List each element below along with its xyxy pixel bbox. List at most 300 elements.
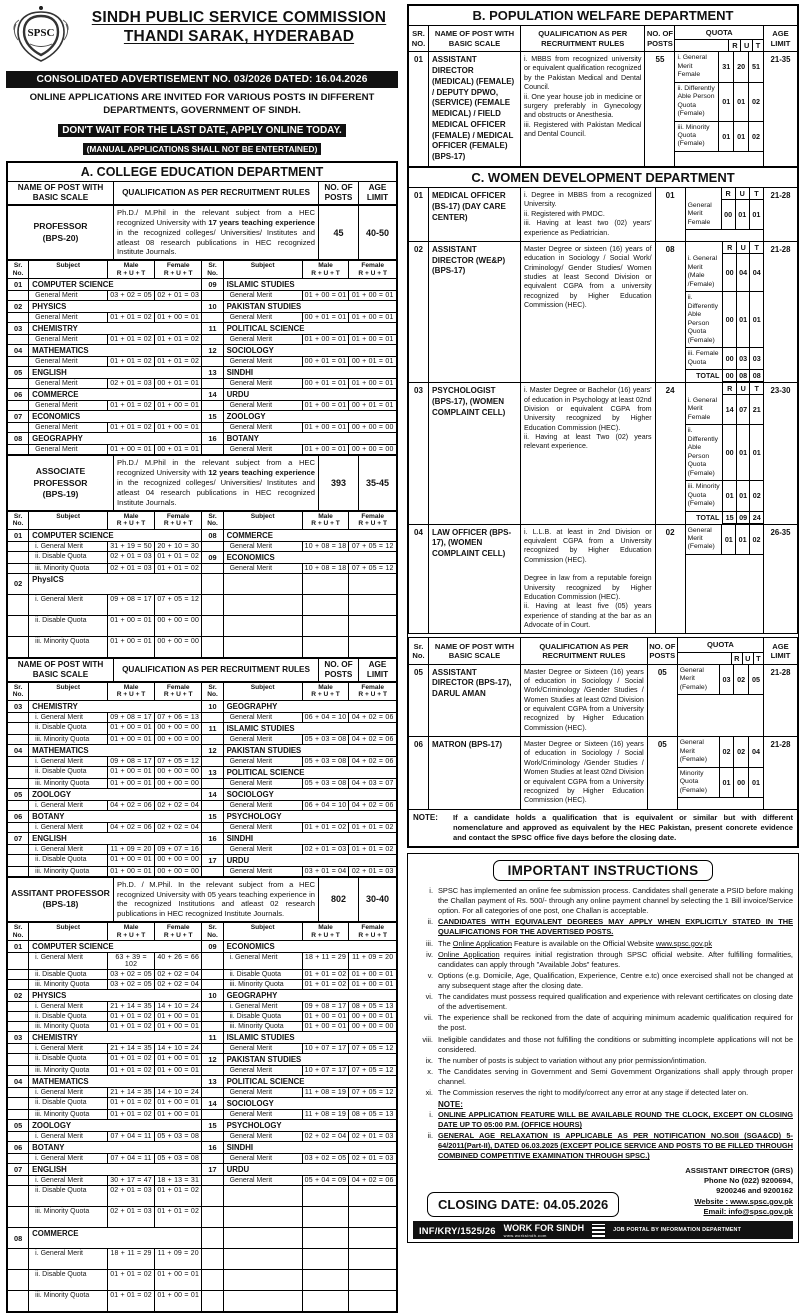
spacer-cell [8,1291,29,1312]
subject-name: CHEMISTRY [29,700,202,712]
spacer-cell [8,1110,29,1120]
th-age-limit: AGE LIMIT [764,26,798,52]
table-row [8,844,397,854]
instruction-text: The Candidates serving in Government and Semi Government Organizations shall apply through proper channel. [438,1067,793,1087]
th-post: NAME OF POST WITH BASIC SCALE [429,26,521,52]
post-age-limit: 35-45 [359,456,397,510]
female-count: 01 + 01 = 02 [349,822,397,832]
male-count: 04 + 02 = 06 [108,822,155,832]
instruction-note-text: GENERAL AGE RELAXATION IS APPLICABLE AS PER NOTIFICATION NO.SOII (SGA&CD) 5-64/2011(Part-II), DATED 06.03.2025 (EXCEPT POLICE SERVICE AND POSTS TO BE FILLED THROUGH COMBINED COMPETITIVE EXAMINATION THROUGH SPSC.) [438,1131,793,1161]
subject-subheader-row [8,511,397,529]
quota-label: i. General Merit Female [675,52,718,82]
instruction-number: iii. [426,938,433,948]
subject-sr-no: 08 [202,529,223,541]
row-sr-no: 02 [409,241,429,382]
subject-sr-no: 10 [202,700,223,712]
subject-subheader-row [8,261,397,279]
subject-sr-no: 13 [202,367,223,379]
empty-cell [349,1207,397,1228]
spacer-cell [8,712,29,722]
male-count: 09 + 08 = 17 [108,594,155,615]
empty-cell [302,615,349,636]
th-r: R [729,40,741,52]
subject-sr-no: 04 [8,1076,29,1088]
quota-label: General Merit Female [686,200,722,230]
instruction-number: ii. [427,917,433,927]
quota-u: 01 [736,481,749,511]
male-count: 07 + 04 = 11 [108,1154,155,1164]
female-count: 04 + 02 = 06 [349,712,397,722]
quota-t: 24 [750,511,763,523]
subject-name: COMPUTER SCIENCE [29,529,202,541]
subject-sr-no: 04 [8,744,29,756]
quota-label: i. General Merit [29,712,108,722]
quota-rut-header [686,188,763,200]
empty-cell [302,1228,349,1249]
quota-u: 09 [736,511,749,523]
qr-code-icon [592,1224,605,1237]
male-count: 11 + 08 = 19 [302,1110,349,1120]
quota-t: 02 [748,121,763,151]
female-count: 04 + 03 = 07 [349,778,397,788]
footer-inf-code: INF/KRY/1525/26 [419,1224,496,1236]
quota-label: iii. Minority Quota [29,1207,108,1228]
male-count: 30 + 17 = 47 [108,1176,155,1186]
quota-label: iii. Minority Quota [29,1110,108,1120]
male-count: 04 + 02 = 06 [108,800,155,810]
female-count: 02 + 02 = 04 [154,822,202,832]
table-row [8,433,397,445]
instruction-number: vii. [423,1013,433,1023]
quota-r: 00 [723,292,736,348]
spacer-cell [202,1110,223,1120]
quota-label: i. General Merit [29,756,108,766]
quota-label: i. General Merit [29,1132,108,1142]
spacer-cell [8,313,29,323]
subject-sr-no: 06 [8,810,29,822]
spacer-cell [202,1132,223,1142]
instruction-item [413,1088,793,1098]
empty-cell [202,1186,223,1207]
closing-contact-bar [413,1166,793,1217]
section-b-title: B. POPULATION WELFARE DEPARTMENT [408,5,798,25]
th-subject: Subject [29,923,108,941]
female-count: 01 + 00 = 01 [154,401,202,411]
subject-sr-no: 14 [202,788,223,800]
table-row [8,1176,397,1186]
table-row [8,1044,397,1054]
table-row [8,854,397,866]
quota-label: iii. Minority Quota [29,866,108,876]
spacer-cell [202,445,223,455]
th-age-limit: AGE LIMIT [359,658,397,681]
quota-label: ii. Disable Quota [29,766,108,778]
female-count: 00 + 01 = 01 [349,357,397,367]
spacer-cell [202,357,223,367]
quota-label: General Merit [29,379,108,389]
spacer-cell [8,1249,29,1270]
th-age-limit: AGE LIMIT [359,182,397,205]
subject-sr-no: 01 [8,529,29,541]
instruction-note-item [413,1110,793,1130]
th-sr: Sr. No. [409,638,429,664]
spacer-cell [8,1054,29,1066]
spacer-cell [202,291,223,301]
empty-cell [202,1228,223,1249]
quota-r: 02 [719,737,734,767]
female-count: 01 + 00 = 01 [349,291,397,301]
quota-t-header: T [750,242,763,254]
male-count: 01 + 00 = 01 [108,615,155,636]
spacer-cell [202,1012,223,1022]
male-count: 01 + 01 = 02 [108,313,155,323]
invitation-text: ONLINE APPLICATIONS ARE INVITED FOR VARIOUS POSTS IN DIFFERENT DEPARTMENTS, GOVERNMENT OF SINDH. [29,92,375,116]
th-subject-2: Subject [223,923,302,941]
quota-row [686,292,763,348]
row-sr-no: 05 [409,664,429,737]
th-female-2: Female R + U + T [349,682,397,700]
subject-name: ECONOMICS [29,411,202,423]
subject-sr-no: 09 [202,279,223,291]
female-count: 01 + 00 = 01 [154,1110,202,1120]
table-row [8,734,397,744]
table-row [8,323,397,335]
male-count: 01 + 01 = 02 [108,357,155,367]
spacer-cell [202,778,223,788]
empty-cell [223,594,302,615]
empty-cell [349,1228,397,1249]
manual-note-text: (MANUAL APPLICATIONS SHALL NOT BE ENTERTAINED) [83,143,322,155]
quota-subtable [678,737,763,798]
spacer-cell [8,1176,29,1186]
table-row [8,345,397,357]
quota-label: iii. Minority Quota [29,1291,108,1312]
quota-t: 01 [750,292,763,348]
table-row [8,379,397,389]
quota-label: ii. Disable Quota [223,1012,302,1022]
instruction-item [413,971,793,991]
table-row [8,1154,397,1164]
male-count: 01 + 00 = 01 [302,401,349,411]
section-c-table [408,187,798,634]
quota-label: ii. Disable Quota [223,970,302,980]
quota-r: 03 [719,665,734,695]
quota-row [675,121,763,151]
th-sr-2: Sr. No. [202,682,223,700]
spacer-cell [8,379,29,389]
male-count: 01 + 00 = 01 [108,636,155,657]
table-row [8,810,397,822]
quota-t-header: T [749,188,763,200]
dont-wait-banner [6,120,398,138]
section-a-wrapper [6,161,398,1313]
row-post-name: LAW OFFICER (BPS-17), (WOMEN COMPLAINT CELL) [429,524,521,634]
table-row [8,941,397,953]
quota-row [675,52,763,82]
quota-label: iii. Minority Quota [223,980,302,990]
female-count: 07 + 05 = 12 [349,1066,397,1076]
quota-subtable [686,383,763,523]
instruction-number: xi. [425,1088,433,1098]
quota-u-header: U [736,242,749,254]
female-count: 01 + 01 = 02 [154,551,202,563]
female-count: 02 + 02 = 04 [154,800,202,810]
female-count: 00 + 00 = 01 [349,1012,397,1022]
male-count: 02 + 01 = 03 [108,379,155,389]
row-age-limit: 21-28 [764,241,798,382]
male-count: 01 + 00 = 01 [108,734,155,744]
table-row [8,1164,397,1176]
spacer-cell [8,778,29,788]
row-age-limit: 21-28 [764,737,798,810]
subject-name: COMPUTER SCIENCE [29,941,202,953]
spacer-cell [202,313,223,323]
empty-cell [302,1270,349,1291]
instruction-item [413,1056,793,1066]
subject-sr-no: 07 [8,1164,29,1176]
quota-u: 00 [734,767,749,797]
quota-t: 02 [750,481,763,511]
quota-u: 02 [734,665,749,695]
instruction-note-number: ii. [427,1131,433,1141]
quota-label: i. General Merit [223,1002,302,1012]
instruction-number: v. [427,971,433,981]
quota-rut-header [686,383,763,395]
subject-name: ECONOMICS [223,551,396,563]
male-count: 00 + 01 = 01 [302,357,349,367]
subject-name: ZOOLOGY [29,788,202,800]
male-count: 21 + 14 = 35 [108,1002,155,1012]
spacer-cell [202,712,223,722]
quota-subtable [686,188,763,230]
table-row [8,722,397,734]
male-count: 11 + 08 = 19 [302,1088,349,1098]
instruction-number: x. [427,1067,433,1077]
spacer-cell [202,1066,223,1076]
contact-title: ASSISTANT DIRECTOR (GRS) [685,1165,793,1175]
post-qualification: Ph.D./ M.Phil in the relevant subject from a HEC recognized University with 12 years teaching experience in the recognized colleges/ Universities/ Institutes and atleast 04 research publications in HEC recognized Institute Journals. [114,456,319,510]
empty-cell [202,1249,223,1270]
quota-label: General Merit [223,423,302,433]
table-row [8,1032,397,1044]
table-row [8,700,397,712]
th-qualification: QUALIFICATION AS PER RECRUITMENT RULES [521,26,645,52]
table-row [8,445,397,455]
quota-t: 08 [750,370,763,382]
quota-spacer [686,188,722,200]
table-row [8,541,397,551]
quota-spacer [686,242,723,254]
subject-sr-no: 15 [202,411,223,423]
subject-quota-table [7,511,397,658]
empty-cell [302,594,349,615]
subject-sr-no: 09 [202,941,223,953]
th-post: NAME OF POST WITH BASIC SCALE [429,638,521,664]
male-count: 01 + 00 = 01 [108,866,155,876]
female-count: 01 + 00 = 01 [154,1291,202,1312]
female-count: 04 + 02 = 06 [349,1176,397,1186]
quota-t: 02 [750,525,763,555]
quota-label: General Merit (Female) [678,665,719,695]
table-row [8,1002,397,1012]
section-header-row [409,638,798,652]
female-count: 07 + 06 = 13 [154,712,202,722]
female-count: 04 + 02 = 06 [349,734,397,744]
quota-r: 00 [721,200,735,230]
quota-label: ii. Disable Quota [29,615,108,636]
svg-text:SPSC: SPSC [27,27,55,39]
quota-u: 01 [735,200,749,230]
quota-label: i. General Merit Female [686,395,723,425]
th-sr: Sr. No. [8,923,29,941]
quota-label: i. General Merit [29,1088,108,1098]
quota-label: iii. Minority Quota [29,778,108,788]
spacer-cell [202,401,223,411]
instruction-text: SPSC has implemented an online fee submission process. Candidates shall generate a PSID before making the Challan payment of Rs. 500/- through any online payment channel by selecting the 1 Bill invoice/Service option. For all categories of one post, one Challan is acceptable. [438,886,793,916]
spacer-cell [8,594,29,615]
male-count: 06 + 04 = 10 [302,800,349,810]
subject-quota-table [7,922,397,1312]
male-count: 01 + 00 = 01 [108,766,155,778]
quota-label: i. General Merit [29,800,108,810]
female-count: 00 + 01 = 01 [154,445,202,455]
empty-cell [223,573,302,594]
subject-sr-no: 11 [202,1032,223,1044]
male-count: 01 + 01 = 02 [302,980,349,990]
quota-label: i. General Merit [29,1176,108,1186]
subject-sr-no: 03 [8,323,29,335]
male-count: 01 + 01 = 02 [108,1022,155,1032]
instruction-item [413,1013,793,1033]
instruction-text: The experience shall be reckoned from the date of acquiring minimum academic qualification required for the post. [438,1013,793,1033]
empty-cell [223,1228,302,1249]
quota-label: i. General Merit [29,1002,108,1012]
female-count: 14 + 10 = 24 [154,1088,202,1098]
instructions-title-box [413,860,793,881]
row-age-limit: 21-28 [764,664,798,737]
row-no-of-posts: 24 [655,383,685,524]
quota-label: iii. Minority Quota (Female) [686,481,723,511]
instruction-text: CANDIDATES WITH EQUIVALENT DEGREES MAY APPLY WHEN EXPLICITLY STATED IN THE QUALIFICATIONS FOR THE ADVERTISED POSTS. [438,917,793,937]
quota-label: General Merit [223,822,302,832]
subject-name: SINDHI [223,832,396,844]
row-qualification: i. L.L.B. at least in 2nd Division or equivalent CGPA from a University recognized by Higher Education Commission (HEC). Degree in law from a reputable foreign University recognized by Higher Education Commission (HEC). ii. Having at least five (05) years experience of standing at the bar as an Advocate of in Court. [521,524,656,634]
quota-label: General Merit [29,291,108,301]
female-count: 00 + 00 = 00 [154,615,202,636]
quota-label: ii. Disable Quota [29,1270,108,1291]
quota-row [686,395,763,425]
quota-label: ii. Disable Quota [29,1054,108,1066]
spsc-logo-icon [6,4,76,66]
th-r: R [731,652,742,664]
spacer-cell [8,636,29,657]
male-count: 01 + 01 = 02 [108,1066,155,1076]
footer-portal-text: JOB PORTAL BY INFORMATION DEPARTMENT [613,1227,742,1234]
instructions-title: IMPORTANT INSTRUCTIONS [493,860,714,881]
table-row [8,712,397,722]
table-row [8,980,397,990]
row-no-of-posts: 05 [647,664,677,737]
instruction-text: Options (e.g. Domicile, Age, Qualification, Experience, Centre e.tc) once exercised shall not be changed at any subsequent stage after the closing date. [438,971,793,990]
female-count: 01 + 00 = 01 [349,970,397,980]
subject-name: MATHEMATICS [29,345,202,357]
subject-name: PAKISTAN STUDIES [223,744,396,756]
subject-sr-no: 12 [202,744,223,756]
table-row [8,1088,397,1098]
table-row [8,1066,397,1076]
table-row [8,279,397,291]
row-post-name: MEDICAL OFFICER (BS-17) (DAY CARE CENTER) [429,188,521,242]
th-t: T [753,40,764,52]
female-count: 00 + 00 = 00 [154,636,202,657]
spacer-cell [202,563,223,573]
post-detail-table [7,877,397,922]
row-qualification: i. Master Degree or Bachelor (16) years' of education in Psychology at least 02nd Division or equivalent CGPA from University recognized by Higher Education Commission (HEC). ii. Having at least Two (02) years relevant experience. [521,383,656,524]
female-count: 01 + 00 = 01 [154,423,202,433]
subject-quota-table [7,682,397,877]
page-header [6,4,398,66]
spacer-cell [8,335,29,345]
quota-label: iii. Minority Quota [29,980,108,990]
quota-label: ii. Disable Quota [29,1012,108,1022]
closing-date-box: CLOSING DATE: 04.05.2026 [427,1192,619,1217]
quota-label: ii. Disable Quota [29,1098,108,1110]
male-count: 05 + 04 = 09 [302,1176,349,1186]
female-count: 09 + 07 = 16 [154,844,202,854]
quota-label: iii. Minority Quota (Female) [675,121,718,151]
quota-u: 01 [736,525,750,555]
subject-sr-no: 14 [202,389,223,401]
quota-label: i. General Merit [29,1154,108,1164]
table-row [8,744,397,756]
female-count: 08 + 05 = 13 [349,1110,397,1120]
spacer-cell [8,1098,29,1110]
empty-cell [349,1249,397,1270]
row-no-of-posts: 01 [655,188,685,242]
instruction-number: viii. [422,1034,433,1044]
contact-email[interactable]: Email: info@spsc.gov.pk [703,1206,793,1216]
male-count: 02 + 01 = 03 [302,844,349,854]
empty-cell [223,615,302,636]
quota-rut-header [686,242,763,254]
subject-name: PHYSICS [29,301,202,313]
quota-label: i. General Merit [29,1249,108,1270]
female-count: 01 + 00 = 01 [154,313,202,323]
th-sr: Sr. No. [8,261,29,279]
table-row [8,573,397,594]
empty-cell [202,1291,223,1312]
quota-t: 01 [749,767,763,797]
row-sr-no: 01 [409,188,429,242]
quota-u: 01 [734,121,749,151]
female-count: 02 + 01 = 03 [349,866,397,876]
spacer-cell [8,563,29,573]
table-row [8,1022,397,1032]
quota-label: iii. Minority Quota [29,563,108,573]
th-female: Female R + U + T [154,261,202,279]
table-row [8,1132,397,1142]
contact-website[interactable]: Website : www.spsc.gov.pk [694,1196,793,1206]
post-detail-table [7,205,397,260]
subject-sr-no: 11 [202,323,223,335]
quota-t: 21 [750,395,763,425]
dont-wait-text: DON'T WAIT FOR THE LAST DATE, APPLY ONLINE TODAY. [58,124,346,137]
quota-label: General Merit (Female) [678,737,719,767]
subject-name: URDU [223,1164,396,1176]
subject-sr-no: 03 [8,1032,29,1044]
spacer-cell [8,854,29,866]
subject-name: BOTANY [29,1142,202,1154]
